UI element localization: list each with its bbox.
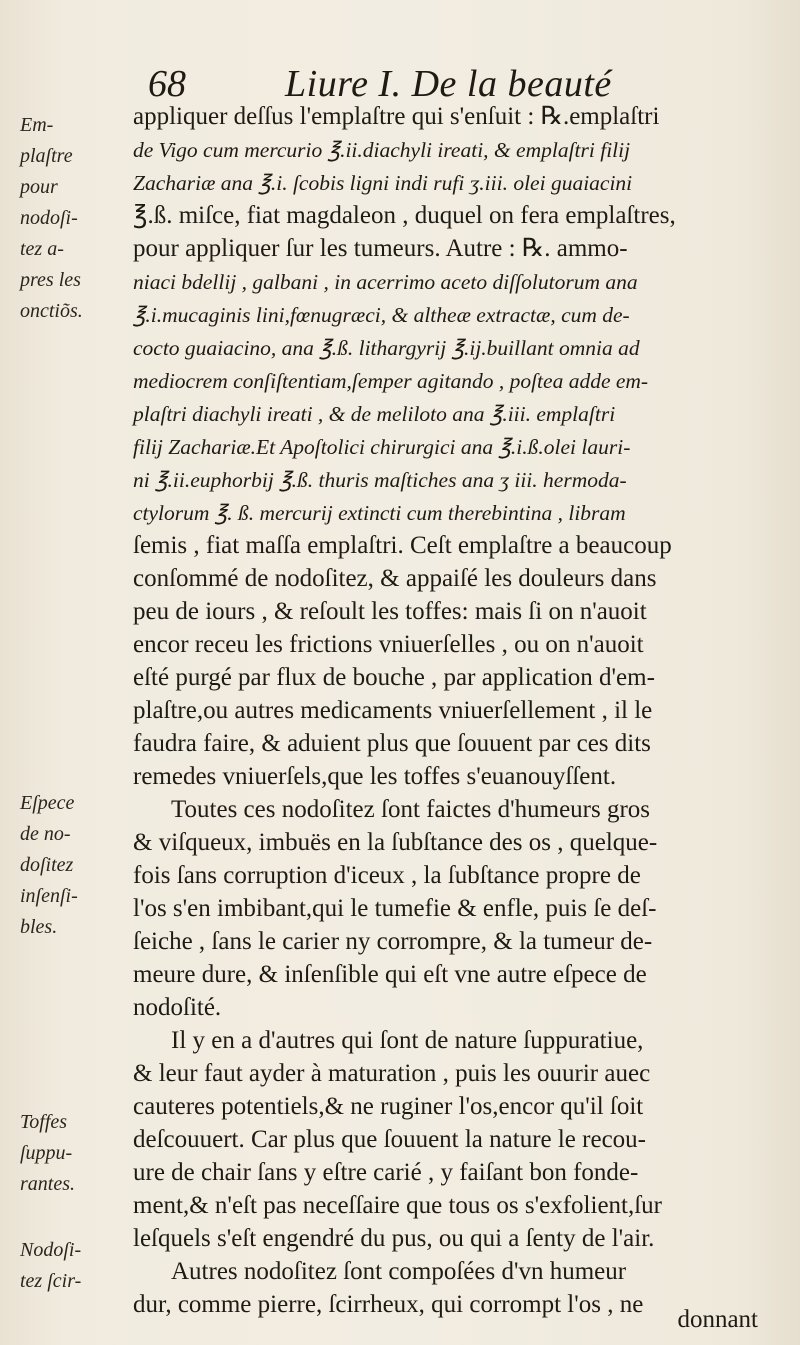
margin-note-line: tez a-: [20, 238, 64, 260]
text-line: Autres nodoſitez ſont compoſées d'vn humeur: [171, 1258, 627, 1285]
text-line: & leur faut ayder à maturation , puis les ouurir auec: [133, 1060, 651, 1087]
margin-note-nodositez: [20, 1235, 130, 1297]
text-line: & viſqueux, imbuës en la ſubſtance des os , quelque-: [133, 829, 658, 856]
text-line: Zachariæ ana ℥.i. ſcobis ligni indi rufi ʒ.iii. olei guaiacini: [133, 171, 633, 195]
margin-note-line: ſuppu-: [20, 1142, 73, 1164]
margin-note-line: Em-: [20, 114, 54, 136]
text-line: mediocrem conſiſtentiam,ſemper agitando , poſtea adde em-: [133, 369, 649, 393]
margin-note-line: Toffes: [20, 1111, 68, 1133]
catchword: donnant: [677, 1306, 758, 1333]
margin-note-line: Eſpece: [20, 792, 75, 814]
text-line: cauteres potentiels,& ne ruginer l'os,encor qu'il ſoit: [133, 1093, 644, 1120]
text-line: deſcouuert. Car plus que ſouuent la nature le recou-: [133, 1126, 647, 1153]
text-line: Il y en a d'autres qui ſont de nature ſuppuratiue,: [171, 1027, 644, 1054]
text-line: remedes vniuerſels,que les toffes s'euanouyſſent.: [133, 763, 617, 790]
text-line: cocto guaiacino, ana ℥.ß. lithargyrij ℥.ij.buillant omnia ad: [133, 336, 640, 360]
margin-note-line: onctiõs.: [20, 300, 83, 322]
margin-note-toffes: [20, 1107, 130, 1200]
text-line: ni ℥.ii.euphorbij ℥.ß. thuris maſtiches ana ʒ iii. hermoda-: [133, 468, 627, 492]
text-line: meure dure, & inſenſible qui eſt vne autre eſpece de: [133, 961, 647, 988]
text-line: niaci bdellij , galbani , in acerrimo aceto diſſolutorum ana: [133, 270, 638, 294]
text-line: pour appliquer ſur les tumeurs. Autre : ℞. ammo-: [133, 235, 628, 262]
margin-note-line: tez ſcir-: [20, 1270, 82, 1292]
text-line: ℥.ß. miſce, fiat magdaleon , duquel on fera emplaſtres,: [133, 202, 676, 229]
text-line: Toutes ces nodoſitez ſont faictes d'humeurs gros: [171, 796, 651, 823]
margin-note-line: de no-: [20, 823, 71, 845]
margin-note-line: pour: [20, 176, 58, 198]
margin-note-line: nodoſi-: [20, 207, 78, 229]
text-line: ſeiche , ſans le carier ny corrompre, & la tumeur de-: [133, 928, 653, 955]
text-line: conſommé de nodoſitez, & appaiſé les douleurs dans: [133, 565, 657, 592]
text-line: l'os s'en imbibant,qui le tumefie & enfle, puis ſe deſ-: [133, 895, 657, 922]
text-line: encor receu les frictions vniuerſelles , ou on n'auoit: [133, 631, 644, 658]
text-line: faudra faire, & aduient plus que ſouuent par ces dits: [133, 730, 651, 757]
text-line: filij Zachariæ.Et Apoſtolici chirurgici ana ℥.i.ß.olei lauri-: [133, 435, 631, 459]
text-line: plaſtri diachyli ireati , & de meliloto ana ℥.iii. emplaſtri: [133, 402, 616, 426]
text-line: ment,& n'eſt pas neceſſaire que tous os s'exfolient,ſur: [133, 1192, 663, 1219]
margin-note-emplastre: [20, 110, 130, 327]
margin-note-line: rantes.: [20, 1173, 75, 1195]
margin-note-espece: [20, 788, 130, 943]
text-line: ure de chair ſans y eſtre carié , y faiſant bon fonde-: [133, 1159, 639, 1186]
margin-note-line: pres les: [20, 269, 81, 291]
margin-note-line: inſenſi-: [20, 885, 78, 907]
text-line: dur, comme pierre, ſcirrheux, qui corrompt l'os , ne: [133, 1291, 644, 1318]
text-line: fois ſans corruption d'iceux , la ſubſtance propre de: [133, 862, 641, 889]
text-line: peu de iours , & reſoult les toffes: mais ſi on n'auoit: [133, 598, 647, 625]
text-line: appliquer deſſus l'emplaſtre qui s'enſuit : ℞.emplaſtri: [133, 103, 660, 130]
text-line: ctylorum ℥. ß. mercurij extincti cum therebintina , libram: [133, 501, 626, 525]
text-line: eſté purgé par flux de bouche , par application d'em-: [133, 664, 655, 691]
text-line: ſemis , fiat maſſa emplaſtri. Ceſt emplaſtre a beaucoup: [133, 532, 672, 559]
text-line: nodoſité.: [133, 994, 222, 1021]
margin-note-line: plaſtre: [20, 145, 73, 167]
text-line: leſquels s'eſt engendré du pus, ou qui a ſenty de l'air.: [133, 1225, 655, 1252]
text-line: de Vigo cum mercurio ℥.ii.diachyli ireati, & emplaſtri filij: [133, 138, 631, 162]
text-line: ℥.i.mucaginis lini,fœnugræci, & altheæ extractæ, cum de-: [133, 303, 630, 327]
margin-note-line: doſitez: [20, 854, 74, 876]
running-title: Liure I. De la beauté: [285, 63, 612, 105]
margin-note-line: bles.: [20, 916, 58, 938]
text-line: plaſtre,ou autres medicaments vniuerſellement , il le: [133, 697, 653, 724]
margin-note-line: Nodoſi-: [20, 1239, 82, 1261]
page-number: 68: [148, 63, 186, 105]
